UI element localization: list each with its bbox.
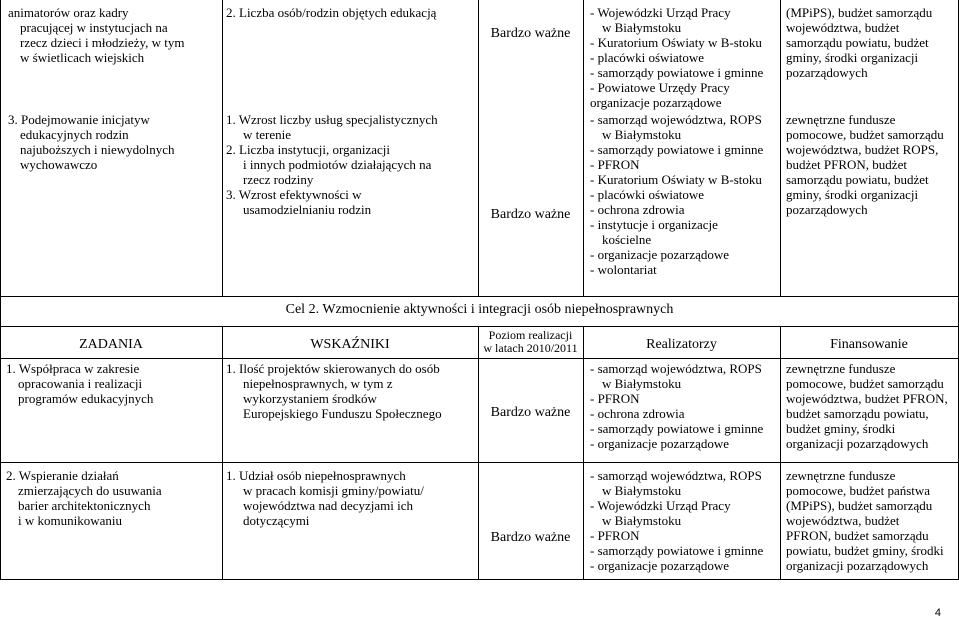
rule [222, 0, 223, 297]
implementer-line: - Kuratorium Oświaty w B-stoku [590, 172, 762, 187]
implementer-line: - wolontariat [590, 262, 657, 277]
implementer-line: - placówki oświatowe [590, 50, 705, 65]
indicator-line: w pracach komisji gminy/powiatu/ [243, 483, 424, 498]
task-line: 3. Podejmowanie inicjatyw [8, 112, 150, 127]
task-line: i w komunikowaniu [18, 513, 122, 528]
header-financing: Finansowanie [830, 337, 908, 352]
task-cell [6, 468, 162, 528]
rule [780, 0, 781, 297]
header-priority-line: w latach 2010/2011 [483, 341, 578, 355]
priority-label: Bardzo ważne [490, 405, 571, 420]
implementer-line: - PFRON [590, 391, 640, 406]
task-line: rzecz dzieci i młodzieży, w tym [20, 35, 185, 50]
implementer-line: w Białymstoku [602, 376, 682, 391]
financing-line: województwa, budżet ROPS, [786, 142, 939, 157]
rule [478, 0, 479, 297]
page-number: 4 [934, 607, 941, 619]
rule [222, 326, 223, 580]
financing-line: budżet samorządu powiatu, [786, 406, 929, 421]
rule [0, 296, 959, 297]
implementer-line: - ochrona zdrowia [590, 202, 685, 217]
task-line: opracowania i realizacji [18, 376, 143, 391]
implementer-line: - Powiatowe Urzędy Pracy [590, 80, 730, 95]
task-line: programów edukacyjnych [18, 391, 154, 406]
implementer-line: - Kuratorium Oświaty w B-stoku [590, 35, 762, 50]
implementer-line: - samorząd województwa, ROPS [590, 112, 762, 127]
indicator-line: 1. Udział osób niepełnosprawnych [226, 468, 406, 483]
indicator-line: wykorzystaniem środków [243, 391, 377, 406]
rule [0, 579, 959, 580]
implementer-line: - samorządy powiatowe i gminne [590, 421, 764, 436]
financing-line: pozarządowych [786, 202, 868, 217]
implementers-cell [590, 5, 763, 110]
indicator-line: Europejskiego Funduszu Społecznego [243, 406, 442, 421]
financing-line: budżet gminy, środki [786, 421, 896, 436]
header-priority [478, 329, 583, 355]
task-line: najuboższych i niewydolnych [20, 142, 175, 157]
implementer-line: - samorządy powiatowe i gminne [590, 142, 764, 157]
financing-line: (MPiPS), budżet samorządu [786, 5, 933, 20]
financing-cell [786, 361, 948, 451]
header-priority-line: Poziom realizacji [488, 328, 573, 342]
indicator-cell [226, 5, 436, 20]
implementer-line: organizacje pozarządowe [590, 95, 722, 110]
implementer-line: - ochrona zdrowia [590, 406, 685, 421]
task-line: animatorów oraz kadry [8, 5, 129, 20]
header-tasks: ZADANIA [79, 337, 143, 352]
rule [0, 358, 959, 359]
rule [0, 326, 1, 580]
implementer-line: - instytucje i organizacje [590, 217, 718, 232]
implementer-line: w Białymstoku [602, 127, 682, 142]
indicator-line: i innych podmiotów działających na [243, 157, 432, 172]
priority-label: Bardzo ważne [490, 207, 571, 222]
indicator-line: województwa nad decyzjami ich [243, 498, 414, 513]
financing-cell [786, 5, 932, 80]
implementer-line: w Białymstoku [602, 20, 682, 35]
task-line: wychowawczo [20, 157, 98, 172]
task-line: pracującej w instytucjach na [20, 20, 168, 35]
indicator-line: 1. Ilość projektów skierowanych do osób [226, 361, 440, 376]
task-line: 1. Współpraca w zakresie [6, 361, 140, 376]
financing-line: samorządu powiatu, budżet [786, 172, 929, 187]
rule [583, 326, 584, 580]
financing-cell [786, 112, 944, 217]
implementer-line: - Wojewódzki Urząd Pracy [590, 5, 731, 20]
implementer-line: - organizacje pozarządowe [590, 247, 730, 262]
implementer-line: - samorząd województwa, ROPS [590, 361, 762, 376]
header-implementers: Realizatorzy [646, 337, 717, 352]
indicator-line: 3. Wzrost efektywności w [226, 187, 362, 202]
implementer-line: - placówki oświatowe [590, 187, 705, 202]
rule [780, 326, 781, 580]
task-cell [6, 361, 153, 406]
implementer-line: - PFRON [590, 157, 640, 172]
goal-heading: Cel 2. Wzmocnienie aktywności i integracji osób niepełnosprawnych [285, 302, 674, 317]
priority-label: Bardzo ważne [490, 26, 571, 41]
financing-line: organizacji pozarządowych [786, 558, 929, 573]
financing-line: województwa, budżet [786, 513, 900, 528]
task-line: w świetlicach wiejskich [20, 50, 145, 65]
task-cell [8, 112, 175, 172]
implementer-line: - PFRON [590, 528, 640, 543]
rule [0, 462, 959, 463]
implementer-line: - samorządy powiatowe i gminne [590, 65, 764, 80]
implementers-cell [590, 361, 763, 451]
indicator-line: dotyczącymi [243, 513, 310, 528]
financing-line: pozarządowych [786, 65, 868, 80]
financing-line: województwa, budżet PFRON, [786, 391, 948, 406]
financing-line: zewnętrzne fundusze [786, 468, 896, 483]
priority-label: Bardzo ważne [490, 530, 571, 545]
task-line: 2. Wspieranie działań [6, 468, 119, 483]
indicator-line: niepełnosprawnych, w tym z [243, 376, 393, 391]
rule [0, 0, 1, 297]
indicator-cell [226, 361, 442, 421]
rule [583, 0, 584, 297]
financing-cell [786, 468, 944, 573]
task-line: edukacyjnych rodzin [20, 127, 129, 142]
implementer-line: - organizacje pozarządowe [590, 436, 730, 451]
implementer-line: - samorządy powiatowe i gminne [590, 543, 764, 558]
financing-line: samorządu powiatu, budżet [786, 35, 929, 50]
financing-line: pomocowe, budżet samorządu [786, 376, 944, 391]
implementer-line: w Białymstoku [602, 483, 682, 498]
indicator-line: 1. Wzrost liczby usług specjalistycznych [226, 112, 438, 127]
implementer-line: w Białymstoku [602, 513, 682, 528]
financing-line: (MPiPS), budżet samorządu [786, 498, 933, 513]
indicator-line: rzecz rodziny [243, 172, 314, 187]
implementers-cell [590, 468, 763, 573]
task-line: barier architektonicznych [18, 498, 151, 513]
financing-line: zewnętrzne fundusze [786, 112, 896, 127]
header-indicators: WSKAŹNIKI [310, 337, 390, 352]
implementers-cell [590, 112, 763, 277]
task-line: zmierzających do usuwania [18, 483, 162, 498]
task-cell [8, 5, 184, 65]
rule [0, 326, 959, 327]
financing-line: pomocowe, budżet państwa [786, 483, 931, 498]
financing-line: zewnętrzne fundusze [786, 361, 896, 376]
financing-line: gminy, środki organizacji [786, 50, 919, 65]
indicator-line: usamodzielnianiu rodzin [243, 202, 372, 217]
indicator-cell [226, 468, 424, 528]
implementer-line: - organizacje pozarządowe [590, 558, 730, 573]
financing-line: województwa, budżet [786, 20, 900, 35]
implementer-line: - samorząd województwa, ROPS [590, 468, 762, 483]
financing-line: budżet PFRON, budżet [786, 157, 907, 172]
financing-line: gminy, środki organizacji [786, 187, 919, 202]
indicator-line: w terenie [243, 127, 292, 142]
indicator-cell [226, 112, 438, 217]
indicator-line: 2. Liczba instytucji, organizacji [226, 142, 391, 157]
financing-line: powiatu, budżet gminy, środki [786, 543, 944, 558]
financing-line: pomocowe, budżet samorządu [786, 127, 944, 142]
financing-line: organizacji pozarządowych [786, 436, 929, 451]
implementer-line: - Wojewódzki Urząd Pracy [590, 498, 731, 513]
implementer-line: kościelne [602, 232, 652, 247]
indicator-line: 2. Liczba osób/rodzin objętych edukacją [226, 5, 437, 20]
financing-line: PFRON, budżet samorządu [786, 528, 929, 543]
